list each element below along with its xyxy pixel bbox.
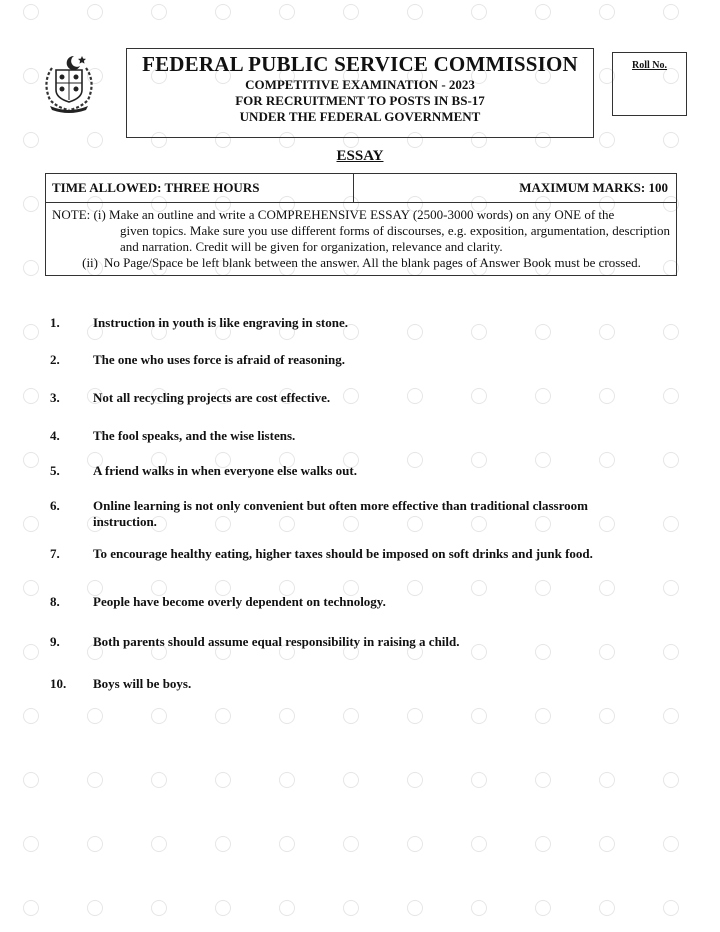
topic-number: 5. bbox=[50, 463, 60, 478]
note-item-1-first-line: Make an outline and write a COMPREHENSIVE ESSAY (2500-3000 words) on any ONE of the bbox=[109, 207, 615, 222]
topic-number: 4. bbox=[50, 428, 60, 443]
watermark-mark bbox=[326, 900, 376, 916]
watermark-mark bbox=[454, 772, 504, 788]
watermark-mark bbox=[70, 708, 120, 724]
watermark-mark bbox=[262, 772, 312, 788]
watermark-mark bbox=[70, 132, 120, 148]
watermark-mark bbox=[390, 4, 440, 20]
watermark-mark bbox=[518, 4, 568, 20]
topic-text: The one who uses force is afraid of reasoning. bbox=[93, 352, 345, 367]
watermark-mark bbox=[70, 836, 120, 852]
roll-number-label: Roll No. bbox=[632, 60, 667, 71]
subject-title: ESSAY bbox=[336, 148, 384, 164]
instructions-table bbox=[45, 173, 677, 276]
exam-note bbox=[46, 203, 676, 275]
time-allowed: TIME ALLOWED: THREE HOURS bbox=[46, 174, 354, 202]
watermark-mark bbox=[518, 900, 568, 916]
watermark-mark bbox=[6, 4, 56, 20]
watermark-mark bbox=[134, 772, 184, 788]
watermark-mark bbox=[6, 516, 56, 532]
time-marks-row bbox=[46, 174, 676, 203]
watermark-mark bbox=[454, 836, 504, 852]
note-item-2-text: No Page/Space be left blank between the answer. All the blank pages of Answer Book must be crossed. bbox=[104, 255, 641, 270]
watermark-mark bbox=[646, 836, 696, 852]
topic-text: People have become overly dependent on technology. bbox=[93, 594, 386, 609]
topic-number: 2. bbox=[50, 352, 60, 367]
topic-text: Boys will be boys. bbox=[93, 676, 192, 691]
topic-number: 9. bbox=[50, 634, 60, 649]
government-emblem-icon bbox=[36, 50, 102, 116]
watermark-mark bbox=[390, 708, 440, 724]
watermark-mark bbox=[70, 4, 120, 20]
watermark-mark bbox=[262, 708, 312, 724]
watermark-mark bbox=[646, 644, 696, 660]
watermark-mark bbox=[134, 836, 184, 852]
topic-number: 8. bbox=[50, 594, 60, 609]
watermark-mark bbox=[518, 708, 568, 724]
header-box bbox=[126, 48, 594, 138]
note-item-1-continuation: given topics. Make sure you use different forms of discourses, e.g. exposition, argumentation, description and narration. Credit will be given for organization, relevance and clarity. bbox=[120, 223, 670, 254]
watermark-mark bbox=[582, 836, 632, 852]
watermark-mark bbox=[646, 772, 696, 788]
watermark-mark bbox=[518, 836, 568, 852]
watermark-mark bbox=[582, 4, 632, 20]
watermark-mark bbox=[198, 708, 248, 724]
topic-number: 10. bbox=[50, 676, 67, 691]
watermark-mark bbox=[6, 836, 56, 852]
watermark-mark bbox=[454, 708, 504, 724]
recruitment-line: FOR RECRUITMENT TO POSTS IN BS-17 bbox=[235, 93, 485, 108]
watermark-mark bbox=[6, 708, 56, 724]
watermark-mark bbox=[518, 772, 568, 788]
watermark-mark bbox=[646, 580, 696, 596]
watermark-mark bbox=[198, 836, 248, 852]
topic-text: A friend walks in when everyone else walks out. bbox=[93, 463, 357, 478]
watermark-mark bbox=[6, 900, 56, 916]
watermark-mark bbox=[646, 132, 696, 148]
note-item-2-number: (ii) bbox=[82, 255, 98, 270]
watermark-mark bbox=[262, 836, 312, 852]
topic-text: The fool speaks, and the wise listens. bbox=[93, 428, 296, 443]
watermark-mark bbox=[6, 772, 56, 788]
watermark-mark bbox=[6, 452, 56, 468]
topic-text: Not all recycling projects are cost effective. bbox=[93, 390, 331, 405]
watermark-mark bbox=[646, 4, 696, 20]
watermark-mark bbox=[326, 4, 376, 20]
watermark-mark bbox=[70, 772, 120, 788]
watermark-mark bbox=[646, 452, 696, 468]
watermark-mark bbox=[646, 516, 696, 532]
watermark-mark bbox=[582, 708, 632, 724]
maximum-marks: MAXIMUM MARKS: 100 bbox=[519, 180, 668, 195]
watermark-mark bbox=[6, 388, 56, 404]
watermark-mark bbox=[198, 4, 248, 20]
commission-title: FEDERAL PUBLIC SERVICE COMMISSION bbox=[142, 52, 578, 76]
watermark-mark bbox=[262, 4, 312, 20]
watermark-mark bbox=[454, 4, 504, 20]
watermark-mark bbox=[70, 900, 120, 916]
topic-text: Online learning is not only convenient but often more effective than traditional classroom instruction. bbox=[93, 498, 588, 529]
topic-number: 3. bbox=[50, 390, 60, 405]
watermark-mark bbox=[326, 772, 376, 788]
exam-title: COMPETITIVE EXAMINATION - 2023 bbox=[245, 77, 475, 92]
watermark-mark bbox=[582, 772, 632, 788]
watermark-mark bbox=[646, 708, 696, 724]
watermark-mark bbox=[6, 132, 56, 148]
watermark-mark bbox=[6, 324, 56, 340]
topic-text: To encourage healthy eating, higher taxes should be imposed on soft drinks and junk food. bbox=[93, 546, 593, 561]
topic-text: Instruction in youth is like engraving in stone. bbox=[93, 315, 348, 330]
watermark-mark bbox=[646, 324, 696, 340]
watermark-mark bbox=[454, 900, 504, 916]
topic-number: 7. bbox=[50, 546, 60, 561]
watermark-mark bbox=[390, 836, 440, 852]
watermark-mark bbox=[582, 900, 632, 916]
watermark-mark bbox=[6, 644, 56, 660]
topic-text: Both parents should assume equal responsibility in raising a child. bbox=[93, 634, 460, 649]
watermark-mark bbox=[198, 772, 248, 788]
note-item-2 bbox=[52, 255, 670, 271]
watermark-mark bbox=[134, 708, 184, 724]
watermark-mark bbox=[262, 900, 312, 916]
watermark-mark bbox=[646, 388, 696, 404]
watermark-mark bbox=[390, 900, 440, 916]
watermark-mark bbox=[134, 900, 184, 916]
watermark-mark bbox=[6, 580, 56, 596]
roll-number-box[interactable] bbox=[612, 52, 687, 116]
topic-number: 6. bbox=[50, 498, 60, 513]
subject-heading bbox=[0, 147, 720, 165]
watermark-mark bbox=[390, 772, 440, 788]
watermark-mark bbox=[326, 836, 376, 852]
note-item-1 bbox=[52, 207, 670, 223]
topic-number: 1. bbox=[50, 315, 60, 330]
note-lead: NOTE: (i) bbox=[52, 207, 106, 222]
watermark-mark bbox=[326, 708, 376, 724]
watermark-mark bbox=[134, 4, 184, 20]
watermark-mark bbox=[646, 900, 696, 916]
watermark-mark bbox=[198, 900, 248, 916]
government-line: UNDER THE FEDERAL GOVERNMENT bbox=[239, 109, 481, 124]
